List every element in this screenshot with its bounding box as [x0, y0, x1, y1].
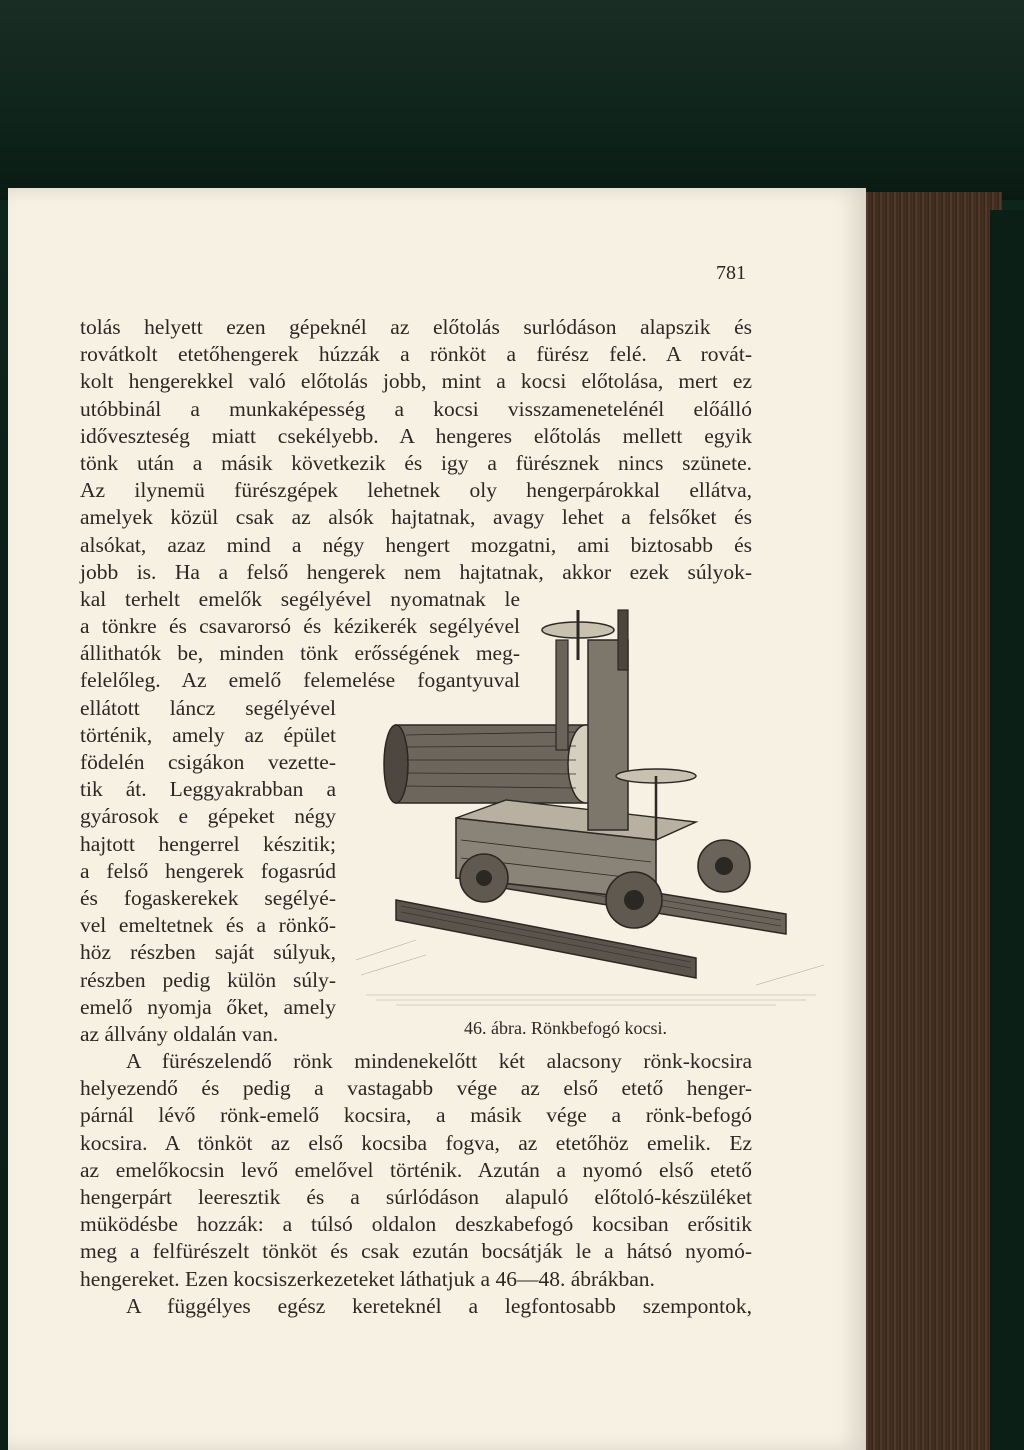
- text-line: müködésbe hozzák: a túlsó oldalon deszkabefogó kocsiban erősitik: [80, 1212, 752, 1237]
- book-edge-shadow: [990, 210, 1024, 1450]
- page-number: 781: [716, 262, 746, 284]
- text-line: alsókat, azaz mind a négy hengert mozgatni, ami biztosabb és: [80, 532, 752, 557]
- text-line: jobb is. Ha a felső hengerek nem hajtatnak, akkor ezek súlyok-: [80, 559, 752, 584]
- text-line-beside-figure: ellátott láncz segélyével: [80, 695, 336, 720]
- text-line: A fürészelendő rönk mindenekelőtt két alacsony rönk-kocsira: [126, 1049, 752, 1074]
- text-line-beside-figure: födelén csigákon vezette-: [80, 750, 336, 774]
- text-line-beside-figure: höz részben saját súlyuk,: [80, 940, 336, 965]
- text-line-beside-figure: emelő nyomja őket, amely: [80, 994, 336, 1019]
- book-page-edges: [862, 192, 1002, 1450]
- text-line: kocsira. A tönköt az első kocsiba fogva, az etetőhöz emelik. Ez: [80, 1130, 752, 1155]
- text-line: kolt hengerekkel való előtolás jobb, mint a kocsi előtolása, mert ez: [80, 369, 752, 394]
- text-line: hengerpárt leeresztik és a súrlódáson alapuló előtoló-készüléket: [80, 1185, 752, 1209]
- text-line-beside-figure: tik át. Leggyakrabban a: [80, 777, 336, 802]
- text-line-beside-figure: állithatók be, minden tönk erősségének meg-: [80, 641, 520, 666]
- text-line: rovátkolt etetőhengerek húzzák a rönköt a fürész felé. A rovát-: [80, 342, 752, 367]
- text-line-beside-figure: és fogaskerekek segélyé-: [80, 885, 336, 910]
- text-line: tolás helyett ezen gépeknél az előtolás surlódáson alapszik és: [80, 315, 752, 339]
- text-line: időveszteség miatt csekélyebb. A hengeres előtolás mellett egyik: [80, 423, 752, 448]
- text-line-beside-figure: a felső hengerek fogasrúd: [80, 858, 336, 883]
- text-line: tönk után a másik következik és igy a fürésznek nincs szünete.: [80, 450, 752, 475]
- text-line: az emelőkocsin levő emelővel történik. Azután a nyomó első etető: [80, 1157, 752, 1182]
- text-line-beside-figure: részben pedig külön súly-: [80, 967, 336, 992]
- text-line-beside-figure: az állvány oldalán van.: [80, 1021, 279, 1046]
- text-line-beside-figure: a tönkre és csavarorsó és kézikerék segélyével: [80, 614, 520, 639]
- text-line-beside-figure: felelőleg. Az emelő felemelése fogantyuval: [80, 668, 520, 693]
- text-line: utóbbinál a munkaképesség a kocsi visszamenetelénél előálló: [80, 396, 752, 421]
- text-line-beside-figure: történik, amely az épület: [80, 722, 336, 747]
- background-shadow: [0, 0, 1024, 200]
- text-line-beside-figure: hajtott hengerrel készitik;: [80, 831, 336, 856]
- text-line: amelyek közül csak az alsók hajtatnak, avagy lehet a felsőket és: [80, 505, 752, 530]
- text-line: meg a felfürészelt tönköt és csak ezután bocsátják le a hátsó nyomó-: [80, 1239, 752, 1264]
- log-carriage-engraving-icon: [356, 600, 826, 1020]
- text-line-beside-figure: gyárosok e gépeket négy: [80, 804, 336, 829]
- text-line: párnál lévő rönk-emelő kocsira, a másik vége a rönk-befogó: [80, 1103, 752, 1128]
- text-line: Az ilynemü fürészgépek lehetnek oly hengerpárokkal ellátva,: [80, 478, 752, 503]
- text-line-beside-figure: vel emeltetnek és a rönkő-: [80, 913, 336, 938]
- text-line: A függélyes egész kereteknél a legfontosabb szempontok,: [126, 1293, 752, 1318]
- text-line-beside-figure: kal terhelt emelők segélyével nyomatnak le: [80, 586, 520, 611]
- text-line: helyezendő és pedig a vastagabb vége az első etető henger-: [80, 1076, 752, 1101]
- figure-caption: 46. ábra. Rönkbefogó kocsi.: [464, 1018, 667, 1038]
- log-carriage-illustration: [356, 600, 826, 1020]
- text-line: hengereket. Ezen kocsiszerkezeteket láthatjuk a 46—48. ábrákban.: [80, 1266, 655, 1291]
